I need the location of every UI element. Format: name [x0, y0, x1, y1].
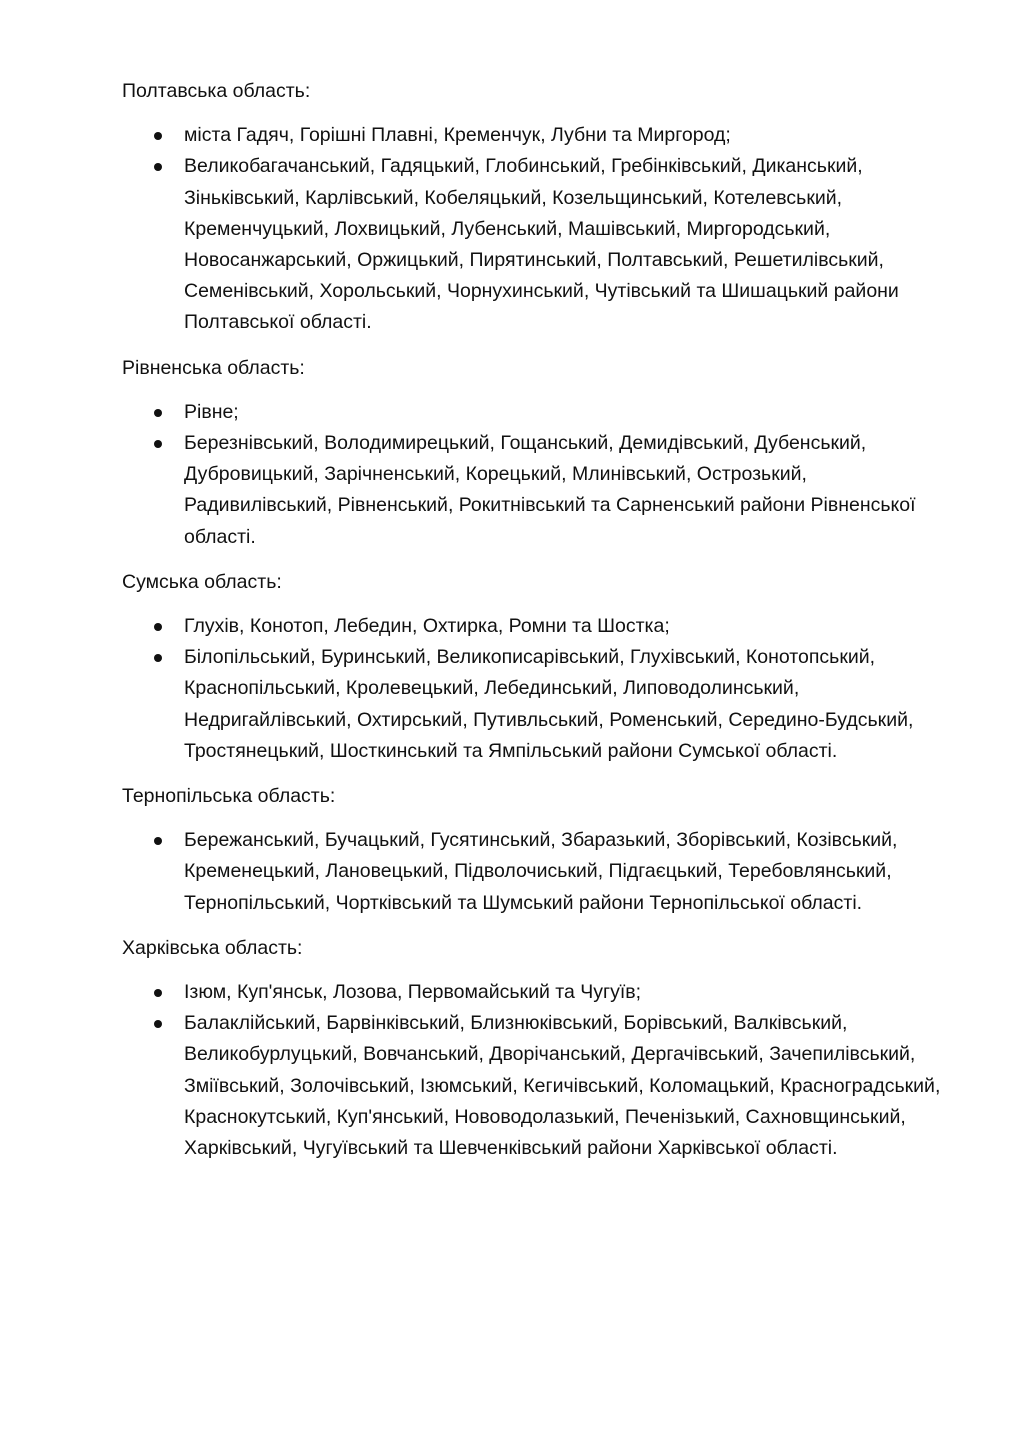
region-title: Сумська область:: [122, 570, 282, 593]
list-item: [122, 825, 952, 919]
list-item-text: Ізюм, Куп'янськ, Лозова, Первомайський та Чугуїв;: [184, 981, 642, 1004]
region-rivne: [122, 353, 952, 553]
bullet-icon: [154, 440, 162, 448]
list-item: [122, 151, 952, 338]
region-title: Тернопільська область:: [122, 785, 336, 808]
list-item-text: Бережанський, Бучацький, Гусятинський, Збаразький, Зборівський, Козівський, Кременецький, Лановецький, Підволочиський, Підгаєцький, Теребовлянський, Тернопільський, Чортківський та Шумський райони Тернопільської області.: [184, 829, 898, 914]
list-item: [122, 428, 952, 553]
list-item-text: Глухів, Конотоп, Лебедин, Охтирка, Ромни та Шостка;: [184, 615, 670, 638]
bullet-icon: [154, 989, 162, 997]
region-list: [122, 611, 952, 767]
bullet-icon: [154, 409, 162, 417]
list-item-text: Великобагачанський, Гадяцький, Глобинський, Гребінківський, Диканський, Зіньківський, Карлівський, Кобеляцький, Козельщинський, Котелевський, Кременчуцький, Лохвицький, Лубенський, Машівський, Миргородський, Новосанжарський, Оржицький, Пирятинський, Полтавський, Решетилівський, Семенівський, Хорольський, Чорнухинський, Чутівський та Шишацький райони Полтавської області.: [184, 155, 899, 334]
document-page: [122, 76, 952, 1178]
region-list: [122, 977, 952, 1164]
region-list: [122, 120, 952, 338]
list-item-text: Балаклійський, Барвінківський, Близнюківський, Борівський, Валківський, Великобурлуцький, Вовчанський, Дворічанський, Дергачівський, Зачепилівський, Зміївський, Золочівський, Ізюмський, Кегичівський, Коломацький, Красноградський, Краснокутський, Куп'янський, Нововодолазький, Печенізький, Сахновщинський, Харківський, Чугуївський та Шевченківський райони Харківської області.: [184, 1012, 941, 1160]
bullet-icon: [154, 1020, 162, 1028]
bullet-icon: [154, 623, 162, 631]
list-item: [122, 397, 952, 428]
region-ternopil: [122, 781, 952, 919]
list-item-text: міста Гадяч, Горішні Плавні, Кременчук, Лубни та Миргород;: [184, 124, 731, 147]
bullet-icon: [154, 163, 162, 171]
region-list: [122, 825, 952, 919]
bullet-icon: [154, 837, 162, 845]
list-item: [122, 611, 952, 642]
list-item-text: Білопільський, Буринський, Великописарівський, Глухівський, Конотопський, Краснопільський, Кролевецький, Лебединський, Липоводолинський, Недригайлівський, Охтирський, Путивльський, Роменський, Середино-Будський, Тростянецький, Шосткинський та Ямпільський райони Сумської області.: [184, 646, 914, 762]
region-title: Полтавська область:: [122, 80, 311, 102]
bullet-icon: [154, 654, 162, 662]
region-title: Рівненська область:: [122, 356, 305, 379]
region-poltava: [122, 76, 952, 339]
list-item-text: Рівне;: [184, 400, 239, 423]
list-item: [122, 977, 952, 1008]
list-item: [122, 1008, 952, 1164]
list-item-text: Березнівський, Володимирецький, Гощанський, Демидівський, Дубенський, Дубровицький, Зарічненський, Корецький, Млинівський, Острозький, Радивилівський, Рівненський, Рокитнівський та Сарненський райони Рівненської області.: [184, 432, 916, 548]
region-kharkiv: [122, 933, 952, 1164]
region-list: [122, 397, 952, 553]
region-sumy: [122, 567, 952, 767]
region-title: Харківська область:: [122, 936, 303, 959]
list-item: [122, 120, 952, 151]
bullet-icon: [154, 132, 162, 140]
list-item: [122, 642, 952, 767]
